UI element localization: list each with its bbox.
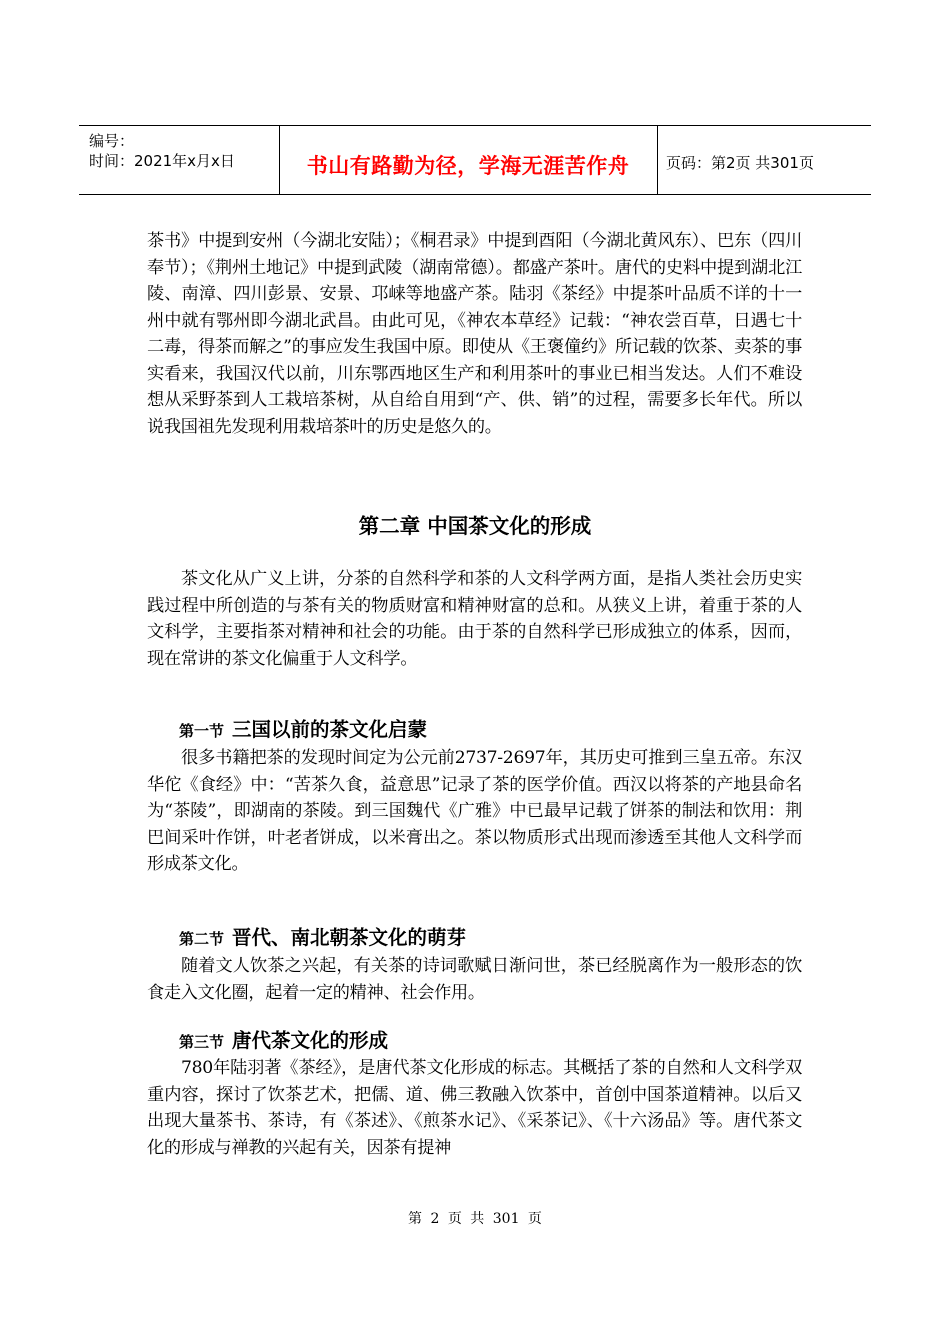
section-heading-1 — [179, 714, 427, 742]
section-title: 三国以前的茶文化启蒙 — [232, 718, 428, 741]
section-number: 第一节 — [179, 722, 225, 740]
document-date-label: 时间：2021年x月x日 — [89, 152, 235, 170]
section-title: 唐代茶文化的形成 — [232, 1029, 389, 1052]
section-paragraph: 很多书籍把茶的发现时间定为公元前2737-2697年，其历史可推到三皇五帝。东汉华佗《食经》中：“苦茶久食，益意思”记录了茶的医学价值。西汉以将茶的产地县命名为“茶陵”，即湖南的茶陵。到三国魏代《广雅》中已最早记载了饼茶的制法和饮用：荆巴间采叶作饼，叶老者饼成，以米膏出之。茶以物质形式出现而渗透至其他人文科学而形成茶文化。 — [147, 748, 802, 874]
header-motto: 书山有路勤为径，学海无涯苦作舟 — [306, 154, 630, 178]
chapter-intro-block — [147, 566, 802, 672]
section-number: 第三节 — [179, 1033, 225, 1051]
section-title: 晋代、南北朝茶文化的萌芽 — [232, 926, 467, 949]
section-heading-3 — [179, 1025, 388, 1053]
section-paragraph: 随着文人饮茶之兴起，有关茶的诗词歌赋日渐问世，茶已经脱离作为一般形态的饮食走入文化圈，起着一定的精神、社会作用。 — [147, 956, 802, 1003]
section-heading-2 — [179, 922, 466, 950]
chapter-title: 第二章 中国茶文化的形成 — [358, 514, 592, 538]
section-number: 第二节 — [179, 930, 225, 948]
page-footer: 第 2 页 共 301 页 — [408, 1211, 542, 1227]
header-page-info: 页码：第2页 共301页 — [666, 154, 814, 172]
section-body-3 — [147, 1055, 802, 1161]
intro-block — [147, 228, 802, 440]
intro-paragraph: 茶书》中提到安州（今湖北安陆）；《桐君录》中提到酉阳（今湖北黄风东）、巴东（四川奉节）；《荆州土地记》中提到武陵（湖南常德）。都盛产茶叶。唐代的史料中提到湖北江陵、南漳、四川彭景、安景、邛崃等地盛产茶。陆羽《茶经》中提茶叶品质不详的十一州中就有鄂州即今湖北武昌。由此可见，《神农本草经》记载：“神农尝百草，日遇七十二毒，得茶而解之”的事应发生我国中原。即使从《王褒僮约》所记载的饮茶、卖茶的事实看来，我国汉代以前，川东鄂西地区生产和利用茶叶的事业已相当发达。人们不难设想从采野茶到人工栽培茶树，从自给自用到“产、供、销”的过程，需要多长年代。所以说我国祖先发现利用栽培茶叶的历史是悠久的。 — [147, 231, 802, 437]
page-header — [79, 125, 871, 195]
section-body-1 — [147, 745, 802, 878]
header-meta-cell — [79, 126, 280, 194]
section-body-2 — [147, 953, 802, 1006]
header-motto-cell — [279, 126, 658, 194]
header-page-cell — [657, 126, 871, 194]
section-paragraph: 780年陆羽著《茶经》，是唐代茶文化形成的标志。其概括了茶的自然和人文科学双重内容，探讨了饮茶艺术，把儒、道、佛三教融入饮茶中，首创中国茶道精神。以后又出现大量茶书、茶诗，有《茶述》、《煎茶水记》、《采茶记》、《十六汤品》等。唐代茶文化的形成与禅教的兴起有关，因茶有提神 — [147, 1058, 802, 1158]
chapter-paragraph: 茶文化从广义上讲，分茶的自然科学和茶的人文科学两方面，是指人类社会历史实践过程中所创造的与茶有关的物质财富和精神财富的总和。从狭义上讲，着重于茶的人文科学，主要指茶对精神和社会的功能。由于茶的自然科学已形成独立的体系，因而，现在常讲的茶文化偏重于人文科学。 — [147, 569, 802, 669]
document-number-label: 编号： — [89, 132, 135, 150]
